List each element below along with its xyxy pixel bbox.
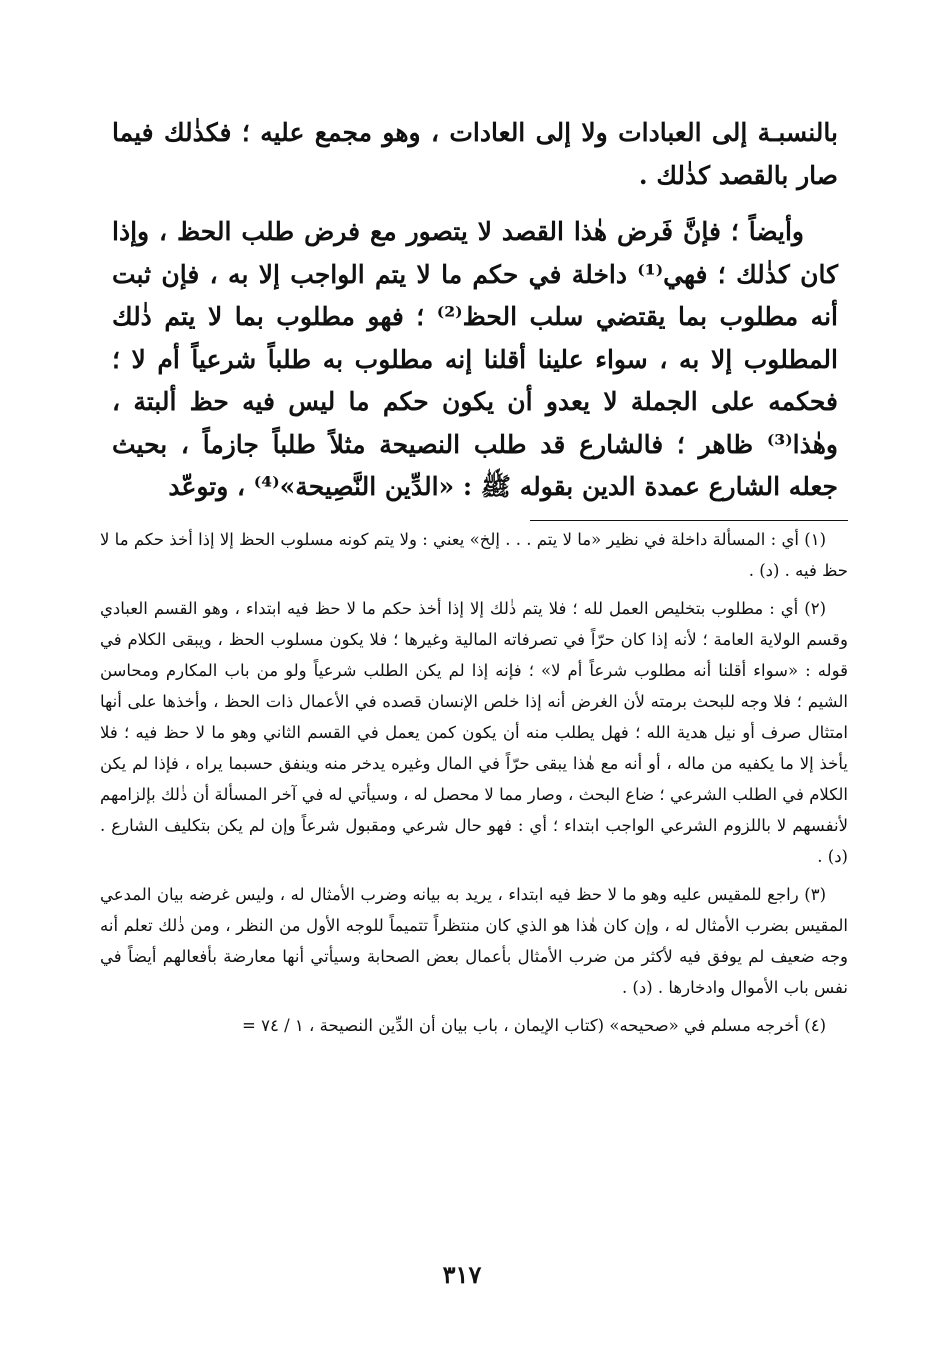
page-number: ٣١٧ [442,1260,482,1289]
footnote-1: (١) أي : المسألة داخلة في نظير «ما لا يتم . . . إلخ» يعني : ولا يتم كونه مسلوب الحظ إلا إذا أخذ حكم ما لا حظ فيه . (د) . [100,530,848,580]
main-body-text [112,112,838,509]
footnote-4: (٤) أخرجه مسلم في «صحيحه» (كتاب الإيمان ، باب بيان أن الدِّين النصيحة ، ١ / ٧٤ = [242,1016,826,1035]
footnote-3: (٣) راجع للمقيس عليه وهو ما لا حظ فيه ابتداء ، يريد به بيانه وضرب الأمثال له ، وليس غرضه بيان المدعي المقيس بضرب الأمثال له ، وإن كان هٰذا هو الذي كان منتظراً تتميماً للوجه الأول من النظر ، ومن ذٰلك تعلم أنه وجه ضعيف لم يوفق فيه لأكثر من ضرب الأمثال بأعمال بعض الصحابة وسيأتي أنها معارضة بأفعالهم أيضاً في نفس باب الأموال وادخارها . (د) . [100,885,848,997]
main-paragraph-2: وأيضاً ؛ فإنَّ فَرض هٰذا القصد لا يتصور مع فرض طلب الحظ ، وإذا كان كذٰلك ؛ فهي⁽¹⁾ داخلة في حكم ما لا يتم الواجب إلا به ، فإن ثبت أنه مطلوب بما يقتضي سلب الحظ⁽²⁾ ؛ فهو مطلوب بما لا يتم ذٰلك المطلوب إلا به ، سواء علينا أقلنا إنه مطلوب به طلباً شرعياً أم لا ؛ فحكمه على الجملة لا يعدو أن يكون حكم ما ليس فيه حظ ألبتة ، وهٰذا⁽³⁾ ظاهر ؛ فالشارع قد طلب النصيحة مثلاً طلباً جازماً ، بحيث جعله الشارع عمدة الدين بقوله ﷺ : «الدِّين النَّصِيحة»⁽⁴⁾ ، وتوعّد [112,217,839,501]
footnotes-section [100,524,848,1041]
main-paragraph-1: بالنسبـة إلى العبادات ولا إلى العادات ، وهو مجمع عليه ؛ فكذٰلك فيما صار بالقصد كذٰلك . [112,118,838,190]
footnote-2: (٢) أي : مطلوب بتخليص العمل لله ؛ فلا يتم ذٰلك إلا إذا أخذ حكم ما لا حظ فيه ابتداء ، وهو القسم العبادي وقسم الولاية العامة ؛ لأنه إذا كان حرّاً في تصرفاته المالية وغيرها ؛ فلا يكون مسلوب الحظ ، ويبقى الكلام في قوله : «سواء أقلنا أنه مطلوب شرعاً أم لا» ؛ فإنه إذا لم يكن الطلب شرعياً ولو من باب المكارم ومحاسن الشيم ؛ فلا وجه للبحث برمته لأن الغرض أنه إذا خلص الإنسان قصده في الأعمال ذات الحظ ، وأخذها على أنها امتثال صرف أو نيل هدية الله ؛ فهل يطلب منه أن يكون كمن يعمل في القسم الثاني وهو ما لا حظ فيه ؛ فلا يأخذ إلا ما يكفيه من ماله ، أو أنه مع هٰذا يبقى حرّاً في المال وغيره يدخر منه وينفق حسبما يراه ، فإذا لم يكن الكلام في الطلب الشرعي ؛ ضاع البحث ، وصار مما لا محصل له ، وسيأتي له في آخر المسألة أن ذٰلك بإلزامهم لأنفسهم لا باللزوم الشرعي الواجب ابتداء ؛ أي : فهو حال شرعي ومقبول شرعاً وإن لم يكن بتكليف الشارع . (د) . [100,599,848,866]
footnote-divider [530,520,848,521]
